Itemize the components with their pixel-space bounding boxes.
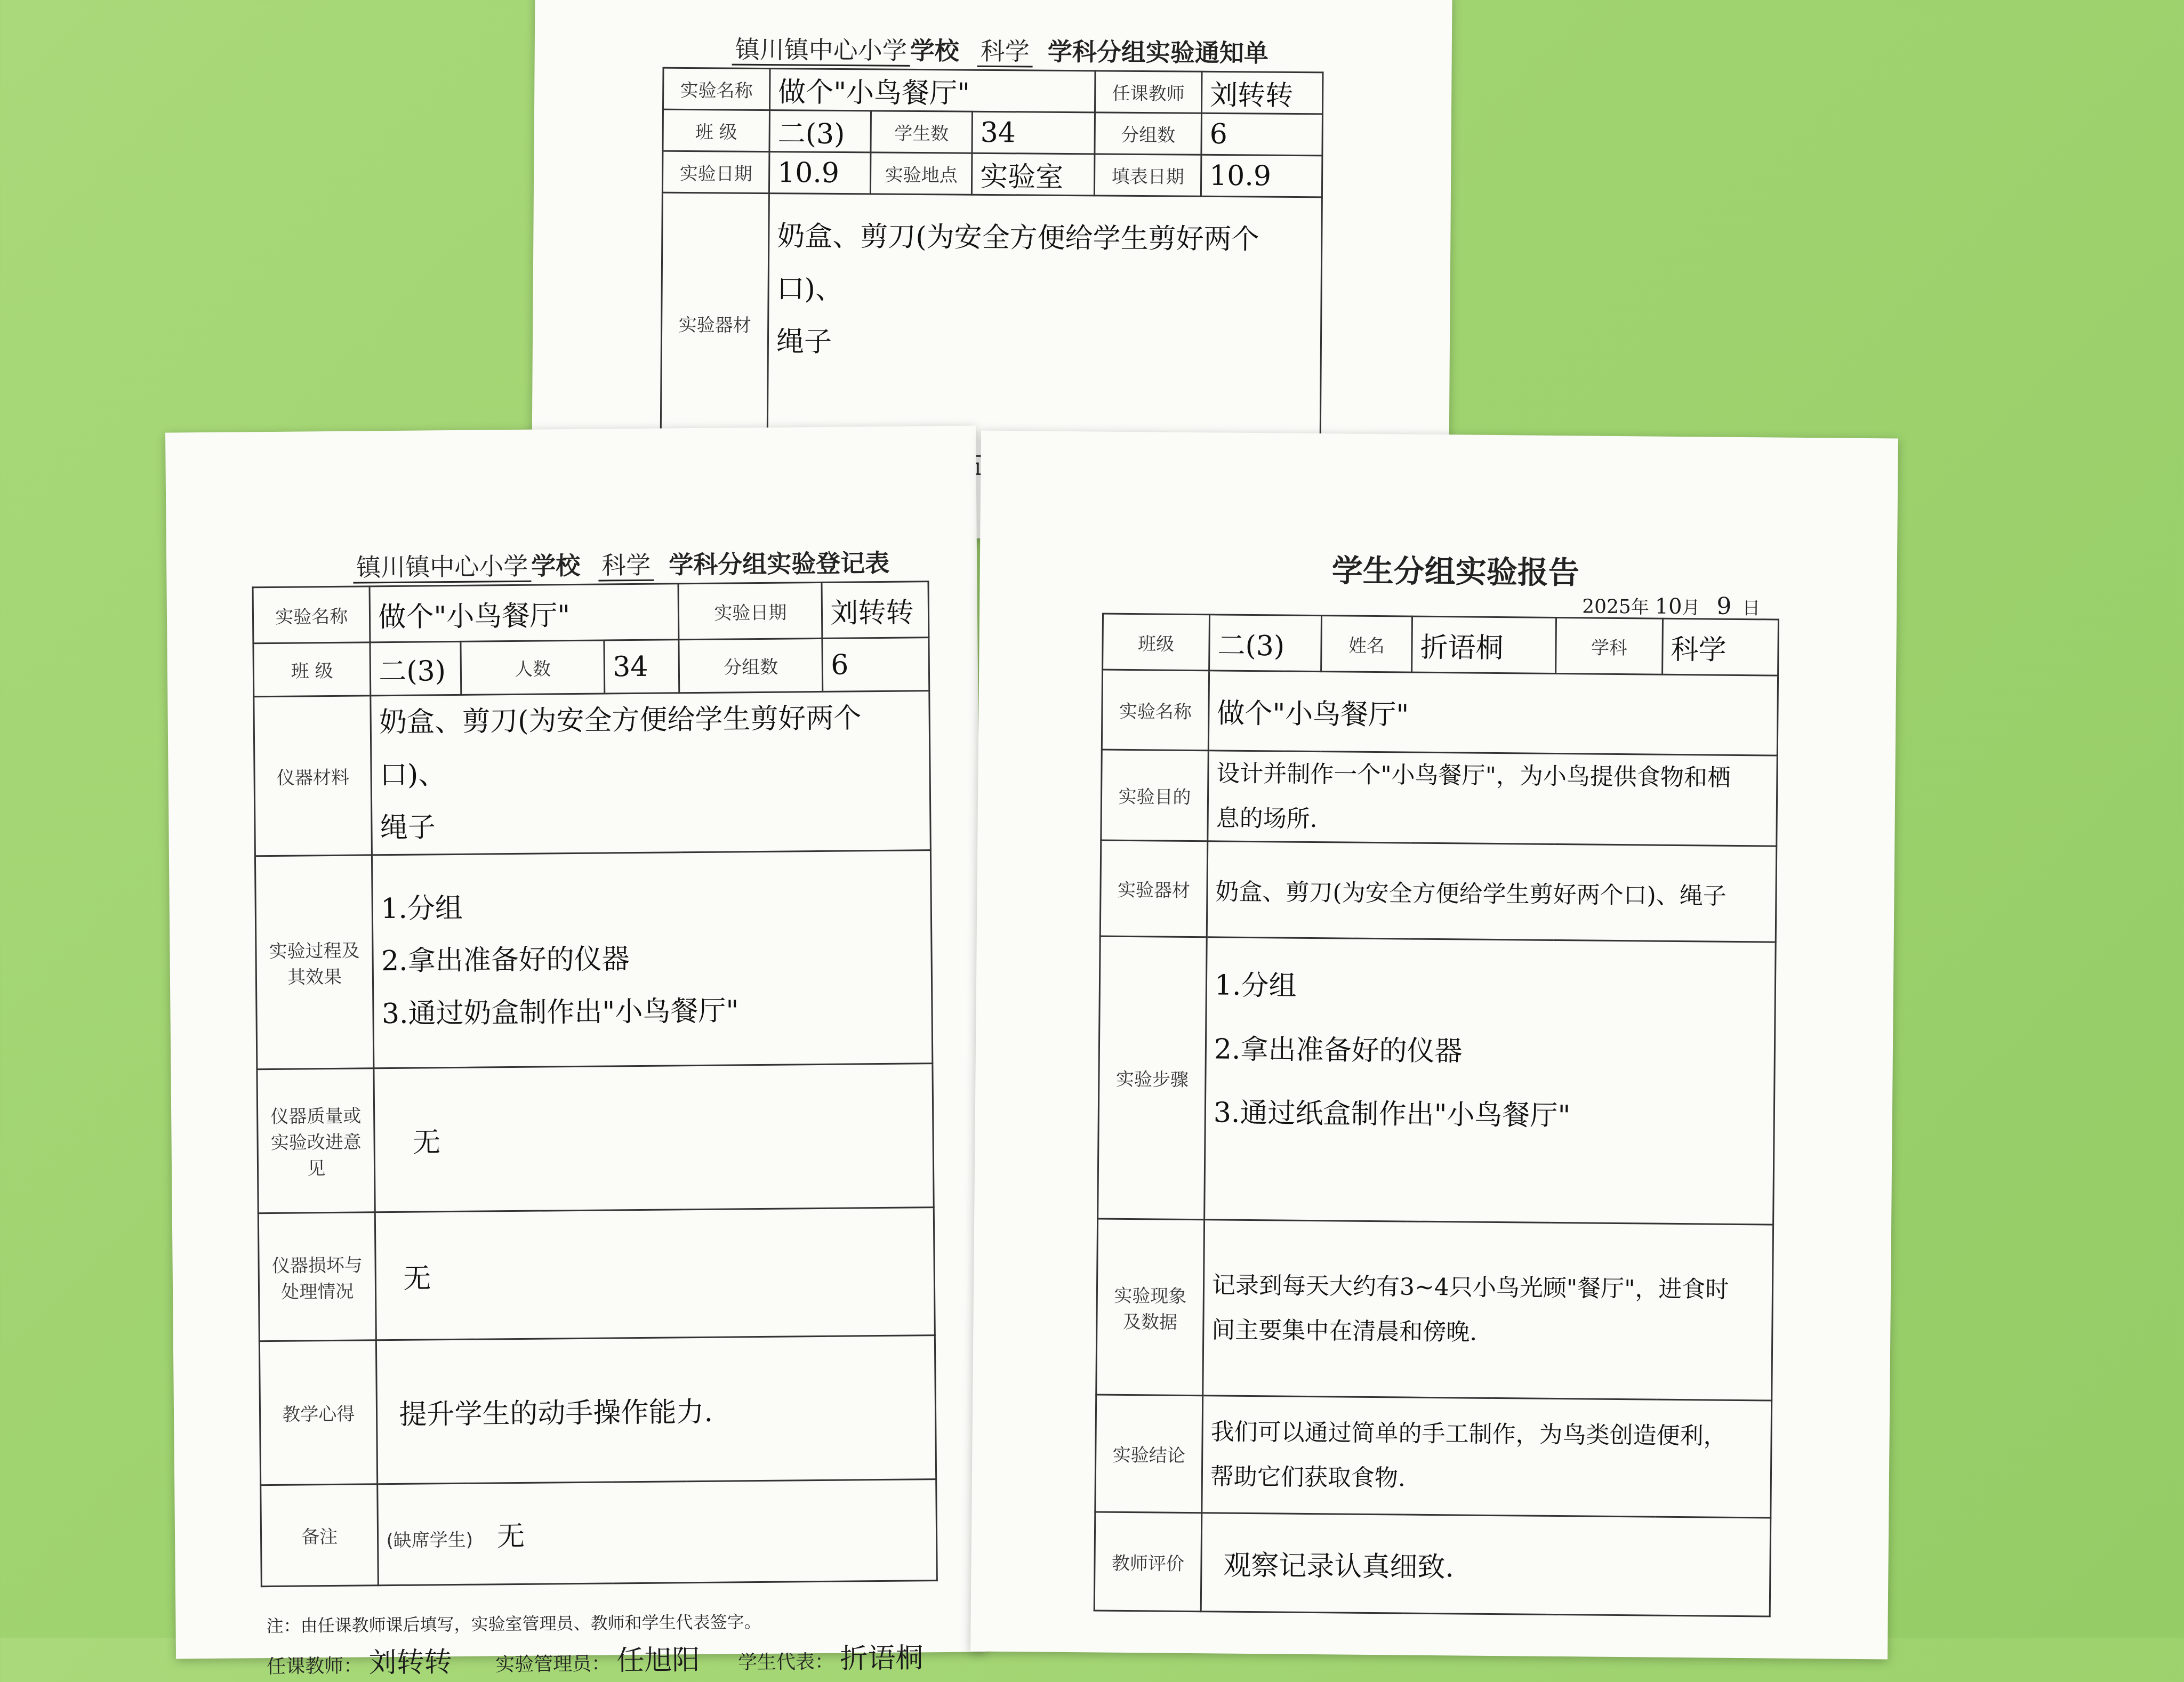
value-place: 实验室 [971,153,1095,196]
value-materials: 奶盒、剪刀(为安全方便给学生剪好两个口)、 绳子 [767,194,1322,458]
value-date: 刘转转 [822,582,928,639]
value-name: 折语桐 [1412,616,1556,673]
label-groups: 分组数 [679,638,823,693]
report-sheet [970,431,1898,1660]
value-count: 34 [604,640,679,694]
value-process: 1.分组 2.拿出准备好的仪器 3.通过奶盒制作出"小鸟餐厅" [372,850,933,1068]
report-date: 2025年 10月 9 日 [1582,592,1761,620]
label-count: 人数 [461,640,605,695]
label-remarks: 备注 [261,1484,379,1587]
label-exp-name: 实验名称 [1102,670,1209,751]
value-quality: 无 [374,1064,934,1212]
value-purpose: 设计并制作一个"小鸟餐厅"，为小鸟提供食物和栖 息的场所. [1208,751,1777,846]
label-phenomenon: 实验现象及数据 [1096,1219,1205,1396]
register-title: 镇川镇中心小学 学校 科学 学科分组实验登记表 [353,544,890,584]
label-date: 实验日期 [678,582,822,639]
label-name: 实验名称 [253,586,370,643]
report-table [1094,613,1779,1617]
value-fill-date: 10.9 [1201,155,1322,197]
value-students: 34 [972,111,1095,154]
label-conclusion: 实验结论 [1095,1395,1203,1513]
value-date: 10.9 [769,152,871,194]
notice-table [660,67,1323,460]
register-signatures: 任课教师： 刘转转 实验管理员： 任旭阳 学生代表： 折语桐 [267,1642,924,1679]
label-steps: 实验步骤 [1098,936,1207,1220]
value-class: 二(3) [370,641,461,695]
value-damage: 无 [375,1208,935,1340]
value-groups: 6 [822,638,929,692]
value-subject: 科学 [1663,618,1779,675]
label-groups: 分组数 [1095,112,1202,155]
notice-title: 镇川镇中心小学 学校 科学 学科分组实验通知单 [732,30,1268,69]
value-groups: 6 [1201,113,1323,156]
label-students: 学生数 [871,111,973,153]
register-subject: 科学 [598,551,654,582]
label-class: 班 级 [253,642,371,697]
label-fill-date: 填表日期 [1094,154,1201,196]
signature-admin: 任旭阳 [616,1644,700,1677]
label-date: 实验日期 [662,151,769,193]
label-purpose: 实验目的 [1101,750,1208,841]
value-name: 做个"小鸟餐厅" [370,584,679,642]
value-exp-name: 做个"小鸟餐厅" [1208,671,1778,755]
register-school: 镇川镇中心小学 [353,552,531,584]
register-footnote: 注：由任课教师课后填写，实验室管理员、教师和学生代表签字。 [266,1612,761,1637]
notice-subject: 科学 [977,37,1033,68]
label-teacher: 任课教师 [1095,71,1202,113]
date-month: 10 [1655,594,1682,619]
label-materials: 实验器材 [661,192,769,454]
date-year: 2025 [1582,595,1631,618]
value-phenomenon: 记录到每天大约有3~4只小鸟光顾"餐厅"，进食时 间主要集中在清晨和傍晚. [1203,1220,1773,1401]
value-conclusion: 我们可以通过简单的手工制作，为鸟类创造便利， 帮助它们获取食物. [1202,1396,1772,1518]
signature-rep: 折语桐 [840,1642,924,1675]
value-remarks [378,1479,937,1586]
label-materials: 仪器材料 [254,696,372,856]
label-name: 姓名 [1321,616,1412,672]
label-name: 实验名称 [663,68,770,110]
value-class: 二(3) [769,110,871,152]
date-day: 9 [1716,592,1732,620]
label-subject: 学科 [1556,617,1663,674]
label-process: 实验过程及其效果 [255,855,374,1069]
register-table [252,581,938,1587]
label-class: 班级 [1103,614,1210,671]
label-class: 班 级 [663,109,770,151]
value-reflection: 提升学生的动手操作能力. [376,1335,936,1484]
label-materials: 实验器材 [1100,840,1208,937]
value-materials: 奶盒、剪刀(为安全方便给学生剪好两个口)、绳子 [1207,841,1777,942]
value-absent: 无 [496,1520,525,1553]
label-absent: (缺席学生) [386,1530,473,1552]
notice-school: 镇川镇中心小学 [732,35,910,67]
value-name: 做个"小鸟餐厅" [770,69,1096,112]
register-sheet [165,425,986,1679]
value-teacher: 刘转转 [1201,71,1323,114]
value-evaluation: 观察记录认真细致. [1201,1513,1771,1616]
label-quality: 仪器质量或实验改进意见 [257,1068,375,1213]
label-place: 实验地点 [870,152,972,195]
label-damage: 仪器损坏与处理情况 [258,1212,376,1341]
label-evaluation: 教师评价 [1094,1512,1202,1612]
report-title: 学生分组实验报告 [1331,552,1580,591]
value-materials: 奶盒、剪刀(为安全方便给学生剪好两个口)、 绳子 [371,691,930,856]
signature-teacher: 刘转转 [368,1646,452,1679]
label-reflection: 教学心得 [259,1340,378,1485]
value-steps: 1.分组 2.拿出准备好的仪器 3.通过纸盒制作出"小鸟餐厅" [1205,937,1776,1225]
value-class: 二(3) [1209,615,1322,672]
